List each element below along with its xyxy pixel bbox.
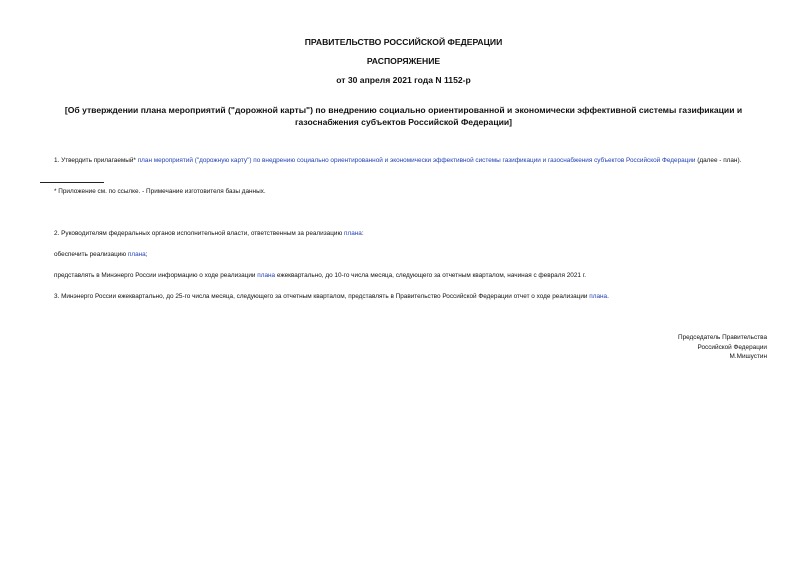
item-1-paragraph xyxy=(40,156,768,166)
footnote: * Приложение см. по ссылке. - Примечание изготовителя базы данных. xyxy=(54,188,266,195)
item-2a-suffix: ; xyxy=(145,251,148,258)
item-2-text: 2. Руководителям федеральных органов исполнительной власти, ответственным за реализацию xyxy=(54,230,345,237)
plan-link[interactable]: плана xyxy=(257,272,276,279)
plan-link[interactable]: плана xyxy=(589,293,608,300)
plan-link[interactable]: план мероприятий ("дорожную карту") по внедрению социально ориентированной и экономически эффективной системы газификации и газоснабжения субъектов Российской Федерации xyxy=(137,157,696,164)
item-2b-suffix: ежеквартально, до 10-го числа месяца, следующего за отчетным кварталом, начиная с февраля 2021 г. xyxy=(275,272,587,279)
signature-block xyxy=(678,333,767,362)
item-2a-text: обеспечить реализацию xyxy=(54,251,128,258)
item-3-suffix: . xyxy=(607,293,609,300)
issuing-authority: ПРАВИТЕЛЬСТВО РОССИЙСКОЙ ФЕДЕРАЦИИ xyxy=(304,37,503,47)
footnote-divider xyxy=(40,182,104,183)
plan-link[interactable]: плана xyxy=(344,230,362,237)
signatory-name: М.Мишустин xyxy=(729,353,767,360)
item-3-text: 3. Минэнерго России ежеквартально, до 25-го числа месяца, следующего за отчетным кварталом, представлять в Правительство Российской Федерации отчет о ходе реализации xyxy=(54,293,590,300)
item-3-paragraph xyxy=(54,292,609,301)
item-1-suffix: (далее - план). xyxy=(695,157,742,164)
item-1-text: 1. Утвердить прилагаемый* xyxy=(54,157,136,164)
document-date-number: от 30 апреля 2021 года N 1152-р xyxy=(336,75,471,85)
item-2b-paragraph xyxy=(54,271,586,280)
title-line-2: газоснабжения субъектов Российской Федерации] xyxy=(294,117,513,127)
document-type: РАСПОРЯЖЕНИЕ xyxy=(366,56,441,66)
signatory-position-org: Российской Федерации xyxy=(697,343,767,351)
document-title xyxy=(40,104,767,128)
plan-link[interactable]: плана xyxy=(127,251,146,258)
item-2-suffix: : xyxy=(361,230,364,237)
item-2b-text: представлять в Минэнерго России информацию о ходе реализации xyxy=(54,272,258,279)
title-line-1: [Об утверждении плана мероприятий ("дорожной карты") по внедрению социально ориентированной и экономически эффективной системы газификации и xyxy=(64,105,743,115)
signatory-position: Председатель Правительства xyxy=(678,334,767,341)
item-2a-paragraph xyxy=(54,250,147,259)
item-2-paragraph xyxy=(54,229,364,238)
